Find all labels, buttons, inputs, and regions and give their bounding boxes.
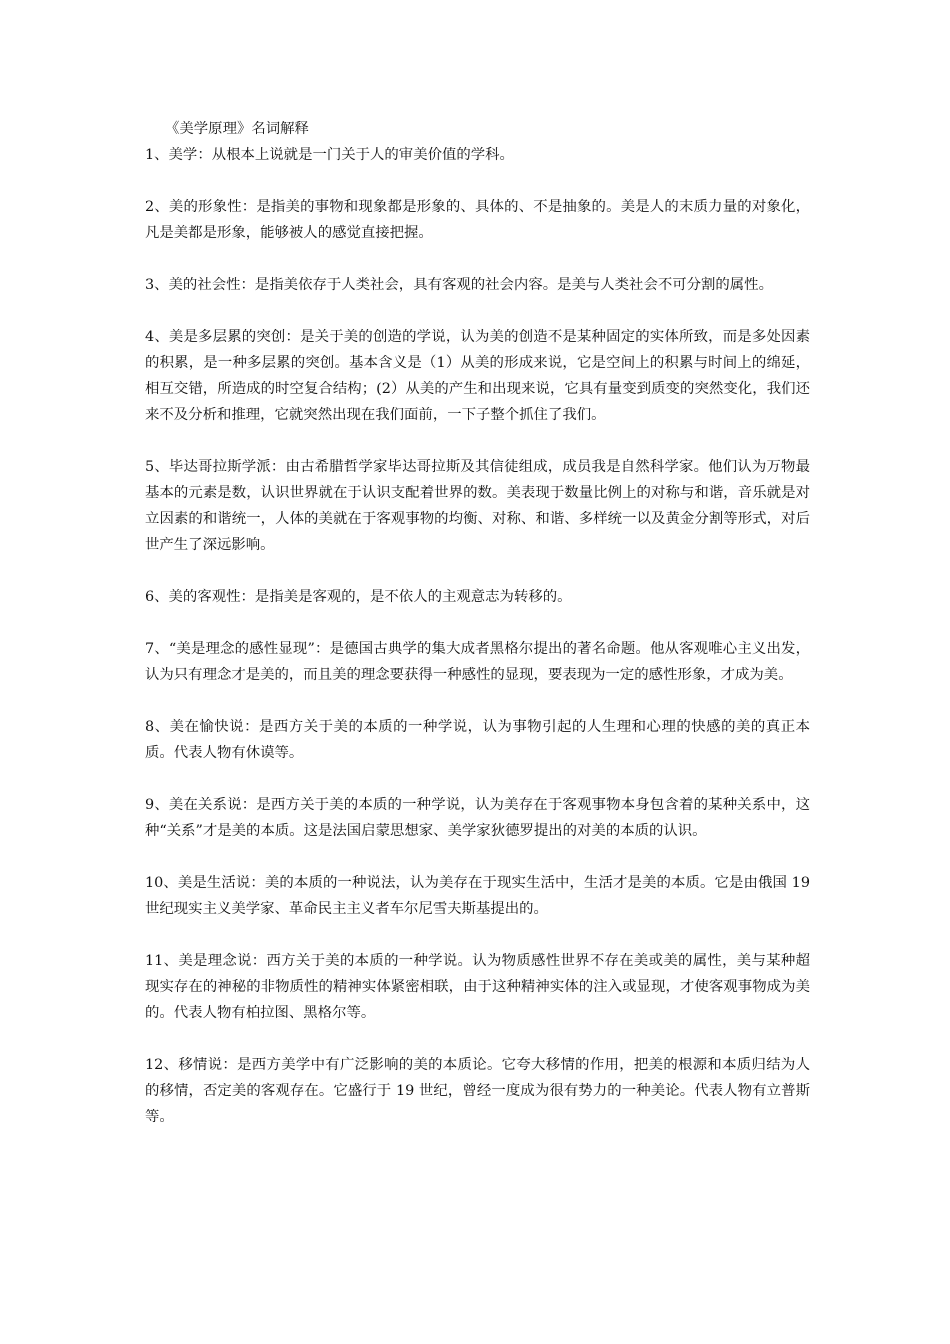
entry-8: 8、美在愉快说：是西方关于美的本质的一种学说，认为事物引起的人生理和心理的快感的美的真正本质。代表人物有休谟等。	[145, 719, 810, 761]
document-page	[145, 116, 810, 1156]
entry-6: 6、美的客观性：是指美是客观的，是不依人的主观意志为转移的。	[145, 589, 572, 605]
entry-1: 1、美学：从根本上说就是一门关于人的审美价值的学科。	[145, 147, 514, 163]
entry-5: 5、毕达哥拉斯学派：由古希腊哲学家毕达哥拉斯及其信徒组成，成员我是自然科学家。他们认为万物最基本的元素是数，认识世界就在于认识支配着世界的数。美表现于数量比例上的对称与和谐，音乐就是对立因素的和谐统一，人体的美就在于客观事物的均衡、对称、和谐、多样统一以及黄金分割等形式，对后世产生了深远影响。	[145, 459, 810, 553]
entry-10: 10、美是生活说：美的本质的一种说法，认为美存在于现实生活中，生活才是美的本质。它是由俄国 19 世纪现实主义美学家、革命民主主义者车尔尼雪夫斯基提出的。	[145, 875, 810, 917]
entry-11: 11、美是理念说：西方关于美的本质的一种学说。认为物质感性世界不存在美或美的属性，美与某种超现实存在的神秘的非物质性的精神实体紧密相联，由于这种精神实体的注入或显现，才使客观事物成为美的。代表人物有柏拉图、黑格尔等。	[145, 953, 810, 1021]
document-title: 《美学原理》名词解释	[165, 121, 309, 137]
entry-9: 9、美在关系说：是西方关于美的本质的一种学说，认为美存在于客观事物本身包含着的某种关系中，这种“关系”才是美的本质。这是法国启蒙思想家、美学家狄德罗提出的对美的本质的认识。	[145, 797, 810, 839]
entry-2: 2、美的形象性：是指美的事物和现象都是形象的、具体的、不是抽象的。美是人的末质力量的对象化，凡是美都是形象，能够被人的感觉直接把握。	[145, 199, 810, 241]
entry-4: 4、美是多层累的突创：是关于美的创造的学说，认为美的创造不是某种固定的实体所致，而是多处因素的积累，是一种多层累的突创。基本含义是（1）从美的形成来说，它是空间上的积累与时间上的绵延，相互交错，所造成的时空复合结构；(2）从美的产生和出现来说，它具有量变到质变的突然变化，我们还来不及分析和推理，它就突然出现在我们面前，一下子整个抓住了我们。	[145, 329, 810, 423]
entry-3: 3、美的社会性：是指美依存于人类社会，具有客观的社会内容。是美与人类社会不可分割的属性。	[145, 277, 773, 293]
entry-7: 7、“美是理念的感性显现”：是德国古典学的集大成者黑格尔提出的著名命题。他从客观唯心主义出发，认为只有理念才是美的，而且美的理念要获得一种感性的显现，要表现为一定的感性形象，才成为美。	[145, 641, 810, 683]
entry-12: 12、移情说：是西方美学中有广泛影响的美的本质论。它夸大移情的作用，把美的根源和本质归结为人的移情，否定美的客观存在。它盛行于 19 世纪，曾经一度成为很有势力的一种美论。代表人物有立普斯等。	[145, 1057, 810, 1125]
